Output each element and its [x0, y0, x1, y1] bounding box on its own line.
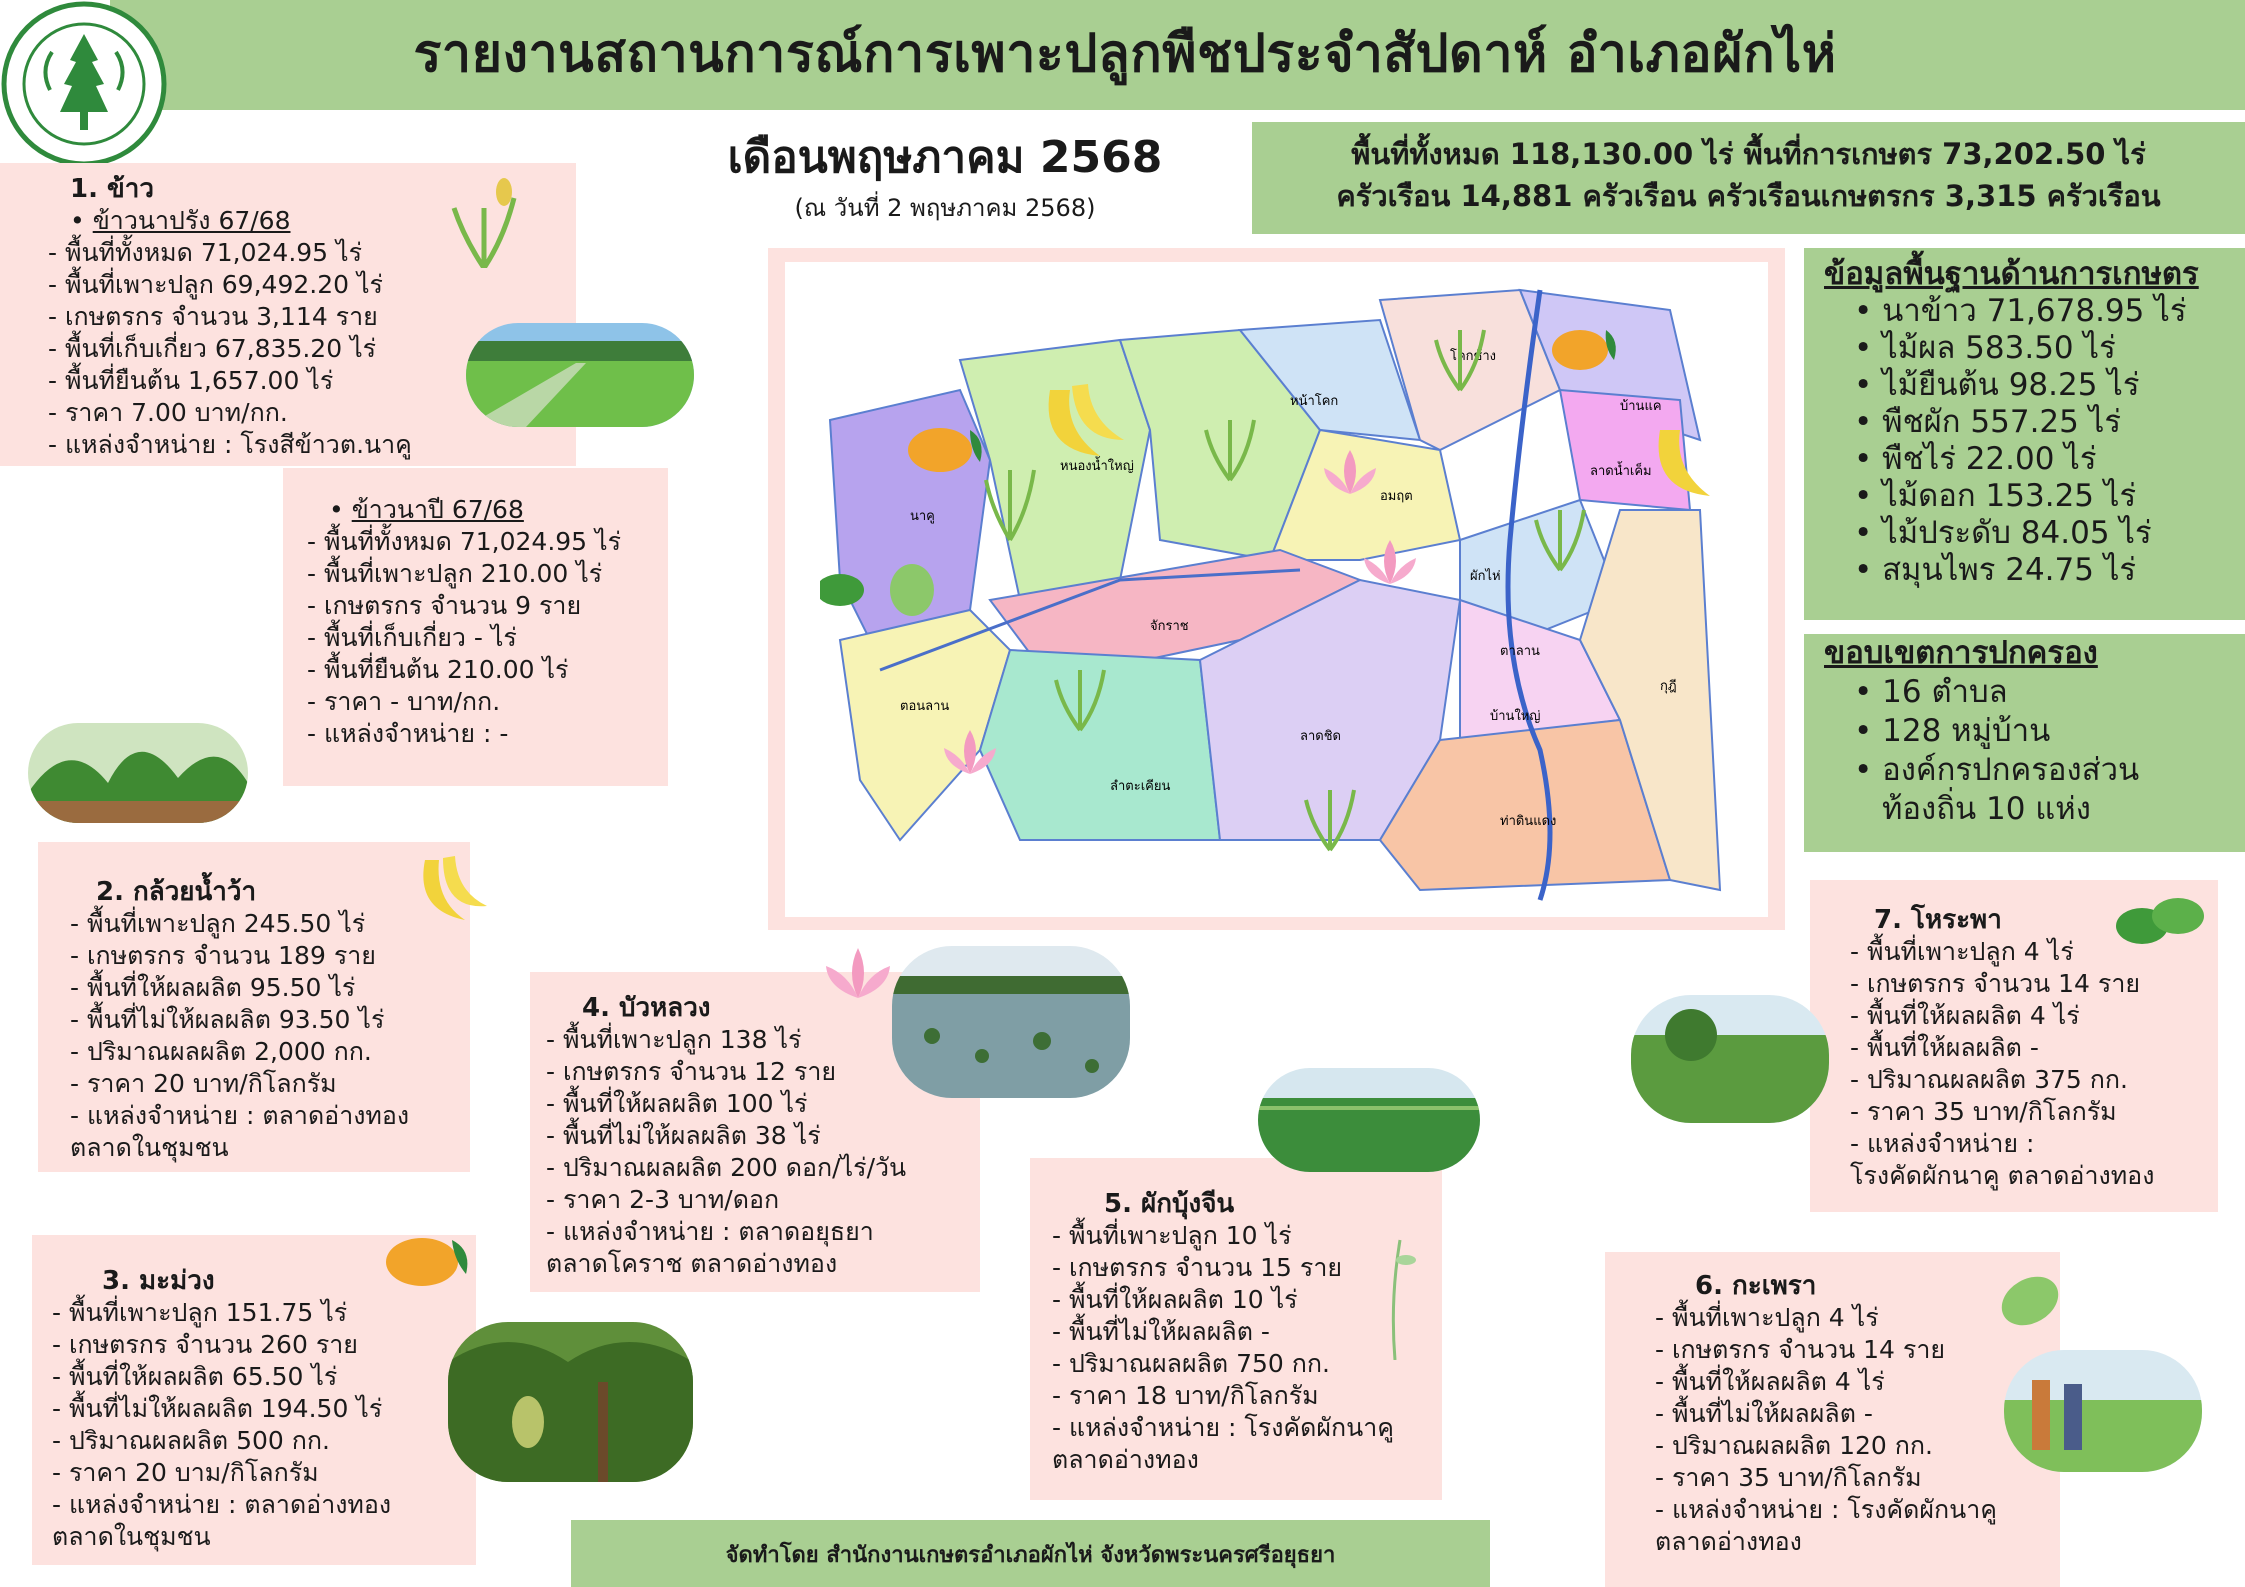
district-label: จักราช — [1150, 619, 1189, 634]
summary-area: พื้นที่ทั้งหมด 118,130.00 ไร่ พื้นที่การเกษตร 73,202.50 ไร่ — [1351, 137, 2146, 171]
district-label: หน้าโคก — [1290, 394, 1339, 409]
district-label: ลาดชิด — [1300, 729, 1341, 744]
rice-offseason-panel: 1. ข้าว • ข้าวนาปรัง 67/68 - พื้นที่ทั้งหมด 71,024.95 ไร่ - พื้นที่เพาะปลูก 69,492.20 ไร่ - เกษตรกร จำนวน 3,114 ราย - พื้นที่เก็บเกี่ยว 67,835.20 ไร่ - พื้นที่ยืนต้น 1,657.00 ไร่ - ราคา 7.00 บาท/กก. - แหล่งจำหน่าย : โรงสีข้าวต.นาคู — [0, 163, 576, 466]
sweet-basil-item: - แหล่งจำหน่าย : — [1850, 1129, 2035, 1158]
rice-mainseason-item: - พื้นที่เพาะปลูก 210.00 ไร่ — [307, 559, 603, 588]
admin-panel: ขอบเขตการปกครอง • 16 ตำบล • 128 หมู่บ้าน • องค์กรปกครองส่วน ท้องถิ่น 10 แห่ง — [1804, 634, 2245, 852]
agri-base-panel: ข้อมูลพื้นฐานด้านการเกษตร • นาข้าว 71,678.95 ไร่ • ไม้ผล 583.50 ไร่ • ไม้ยืนต้น 98.25 ไร่ • พืชผัก 557.25 ไร่ • พืชไร่ 22.00 ไร่ • ไม้ดอก 153.25 ไร่ • ไม้ประดับ 84.05 ไร่ • สมุนไพร 24.75 ไร่ — [1804, 248, 2245, 620]
lotus-item: ตลาดโคราช ตลาดอ่างทอง — [546, 1249, 838, 1278]
admin-item: 16 ตำบล — [1882, 674, 2008, 710]
rice-offseason-item: - ราคา 7.00 บาท/กก. — [48, 398, 288, 427]
morning-glory-item: - ราคา 18 บาท/กิโลกรัม — [1052, 1381, 1319, 1410]
mango-item: - ปริมาณผลผลิต 500 กก. — [52, 1426, 330, 1455]
rice-mainseason-item: - พื้นที่เก็บเกี่ยว - ไร่ — [307, 623, 517, 652]
banana-plantation-photo — [28, 723, 248, 823]
banana-item: - พื้นที่เพาะปลูก 245.50 ไร่ — [70, 909, 366, 938]
sweet-basil-item: - เกษตรกร จำนวน 14 ราย — [1850, 969, 2141, 998]
rice-plant-icon — [444, 178, 524, 268]
lotus-pond-photo — [892, 946, 1130, 1098]
summary-households: ครัวเรือน 14,881 ครัวเรือน ครัวเรือนเกษตรกร 3,315 ครัวเรือน — [1336, 179, 2161, 213]
lotus-icon — [818, 938, 898, 1018]
admin-title: ขอบเขตการปกครอง — [1824, 635, 2098, 671]
holy-basil-item: - พื้นที่ให้ผลผลิต 4 ไร่ — [1655, 1367, 1885, 1396]
banana-icon — [405, 840, 495, 930]
mango-item: - แหล่งจำหน่าย : ตลาดอ่างทอง — [52, 1490, 392, 1519]
rice-offseason-item: - พื้นที่ทั้งหมด 71,024.95 ไร่ — [48, 238, 363, 267]
mango-item: - พื้นที่ให้ผลผลิต 65.50 ไร่ — [52, 1362, 338, 1391]
mango-title: 3. มะม่วง — [102, 1266, 215, 1296]
rice-mainseason-panel: • ข้าวนาปี 67/68 - พื้นที่ทั้งหมด 71,024.95 ไร่ - พื้นที่เพาะปลูก 210.00 ไร่ - เกษตรกร จำนวน 9 ราย - พื้นที่เก็บเกี่ยว - ไร่ - พื้นที่ยืนต้น 210.00 ไร่ - ราคา - บาท/กก. - แหล่งจำหน่าย : - — [283, 468, 668, 786]
sweet-basil-item: - พื้นที่ให้ผลผลิต 4 ไร่ — [1850, 1001, 2080, 1030]
rice-offseason-label: ข้าวนาปรัง 67/68 — [92, 206, 291, 235]
rice-mainseason-item: - เกษตรกร จำนวน 9 ราย — [307, 591, 582, 620]
rice-mainseason-item: - พื้นที่ทั้งหมด 71,024.95 ไร่ — [307, 527, 622, 556]
admin-item: ท้องถิ่น 10 แห่ง — [1882, 791, 2091, 827]
holy-basil-leaf-icon — [1995, 1266, 2065, 1336]
mango-item: - พื้นที่ไม่ให้ผลผลิต 194.50 ไร่ — [52, 1394, 383, 1423]
rice-field-photo — [466, 323, 694, 427]
rice-title: 1. ข้าว — [70, 174, 154, 204]
rice-offseason-item: - เกษตรกร จำนวน 3,114 ราย — [48, 302, 378, 331]
rice-mainseason-item: - แหล่งจำหน่าย : - — [307, 719, 509, 748]
map-region — [980, 650, 1220, 840]
basil-leaves-icon — [2112, 886, 2208, 956]
mango-item: - ราคา 20 บาม/กิโลกรัม — [52, 1458, 319, 1487]
district-label: ตอนลาน — [900, 699, 950, 714]
mango-item: - เกษตรกร จำนวน 260 ราย — [52, 1330, 358, 1359]
banana-item: - ปริมาณผลผลิต 2,000 กก. — [70, 1037, 372, 1066]
banana-title: 2. กล้วยน้ำว้า — [96, 877, 257, 907]
agri-base-title: ข้อมูลพื้นฐานด้านการเกษตร — [1824, 256, 2199, 292]
holy-basil-item: - พื้นที่เพาะปลูก 4 ไร่ — [1655, 1303, 1879, 1332]
holy-basil-farmers-photo — [2004, 1350, 2202, 1472]
lotus-item: - พื้นที่ไม่ให้ผลผลิต 38 ไร่ — [546, 1121, 821, 1150]
morning-glory-item: - แหล่งจำหน่าย : โรงคัดผักนาคู — [1052, 1413, 1395, 1442]
as-of-date: (ณ วันที่ 2 พฤษภาคม 2568) — [794, 194, 1096, 222]
district-label: กุฎี — [1660, 679, 1677, 694]
lotus-item: - เกษตรกร จำนวน 12 ราย — [546, 1057, 837, 1086]
district-label: หนองน้ำใหญ่ — [1060, 459, 1134, 474]
morning-glory-item: - พื้นที่เพาะปลูก 10 ไร่ — [1052, 1221, 1292, 1250]
banana-item: - ราคา 20 บาท/กิโลกรัม — [70, 1069, 337, 1098]
agri-base-item: ไม้ดอก 153.25 ไร่ — [1882, 478, 2137, 514]
banana-item: - พื้นที่ให้ผลผลิต 95.50 ไร่ — [70, 973, 356, 1002]
rice-offseason-item: - พื้นที่ยืนต้น 1,657.00 ไร่ — [48, 366, 334, 395]
district-label: ผักไห่ — [1470, 569, 1501, 584]
mango-item: ตลาดในชุมชน — [52, 1522, 211, 1551]
morning-glory-item: - พื้นที่ไม่ให้ผลผลิต - — [1052, 1317, 1270, 1346]
holy-basil-item: - แหล่งจำหน่าย : โรงคัดผักนาคู — [1655, 1495, 1998, 1524]
district-label: บ้านแค — [1620, 399, 1662, 414]
district-label: อมฤต — [1380, 489, 1413, 504]
district-label: ลำตะเคียน — [1110, 779, 1171, 794]
admin-item: องค์กรปกครองส่วน — [1882, 752, 2140, 788]
district-label: บ้านใหญ่ — [1490, 709, 1541, 724]
rice-offseason-item: - แหล่งจำหน่าย : โรงสีข้าวต.นาคู — [48, 430, 412, 459]
sweet-basil-field-photo — [1631, 995, 1829, 1123]
summary-box — [1252, 122, 2245, 234]
banana-item: - เกษตรกร จำนวน 189 ราย — [70, 941, 376, 970]
page-title: รายงานสถานการณ์การเพาะปลูกพืชประจำสัปดาห์ อำเภอผักไห่ — [413, 24, 1837, 84]
morning-glory-item: - ปริมาณผลผลิต 750 กก. — [1052, 1349, 1330, 1378]
mango-tree-photo — [448, 1322, 693, 1482]
department-logo — [0, 0, 168, 168]
lotus-item: - พื้นที่เพาะปลูก 138 ไร่ — [546, 1025, 802, 1054]
lotus-title: 4. บัวหลวง — [582, 993, 711, 1023]
holy-basil-item: ตลาดอ่างทอง — [1655, 1527, 1802, 1556]
agri-base-item: สมุนไพร 24.75 ไร่ — [1882, 552, 2137, 588]
admin-item: 128 หมู่บ้าน — [1882, 713, 2051, 749]
banana-item: - พื้นที่ไม่ให้ผลผลิต 93.50 ไร่ — [70, 1005, 385, 1034]
district-label: ตาลาน — [1500, 644, 1540, 659]
lotus-item: - ราคา 2-3 บาท/ดอก — [546, 1185, 780, 1214]
lotus-item: - ปริมาณผลผลิต 200 ดอก/ไร่/วัน — [546, 1153, 907, 1182]
district-map — [820, 280, 1750, 910]
morning-glory-item: - เกษตรกร จำนวน 15 ราย — [1052, 1253, 1343, 1282]
morning-glory-item: ตลาดอ่างทอง — [1052, 1445, 1199, 1474]
month-title: เดือนพฤษภาคม 2568 — [727, 132, 1163, 183]
sweet-basil-item: - พื้นที่ให้ผลผลิต - — [1850, 1033, 2039, 1062]
sweet-basil-item: - ราคา 35 บาท/กิโลกรัม — [1850, 1097, 2117, 1126]
agri-base-item: นาข้าว 71,678.95 ไร่ — [1882, 293, 2187, 329]
footer-credit: จัดทำโดย สำนักงานเกษตรอำเภอผักไห่ จังหวัดพระนครศรีอยุธยา — [725, 1543, 1336, 1568]
holy-basil-item: - เกษตรกร จำนวน 14 ราย — [1655, 1335, 1946, 1364]
district-label: ท่าดินแดง — [1500, 814, 1557, 829]
holy-basil-panel — [1605, 1252, 2060, 1587]
sweet-basil-item: - พื้นที่เพาะปลูก 4 ไร่ — [1850, 937, 2074, 966]
rice-mainseason-item: - ราคา - บาท/กก. — [307, 687, 501, 716]
rice-mainseason-label: ข้าวนาปี 67/68 — [351, 495, 524, 524]
banana-item: - แหล่งจำหน่าย : ตลาดอ่างทอง — [70, 1101, 410, 1130]
holy-basil-item: - พื้นที่ไม่ให้ผลผลิต - — [1655, 1399, 1873, 1428]
rice-offseason-item: - พื้นที่เก็บเกี่ยว 67,835.20 ไร่ — [48, 334, 377, 363]
mango-item: - พื้นที่เพาะปลูก 151.75 ไร่ — [52, 1298, 348, 1327]
district-label: ลาดน้ำเค็ม — [1590, 464, 1652, 479]
sweet-basil-title: 7. โหระพา — [1874, 905, 2002, 935]
sprout-icon — [1370, 1230, 1420, 1360]
banana-item: ตลาดในชุมชน — [70, 1133, 229, 1162]
district-label: โคกช้าง — [1450, 349, 1497, 364]
mango-icon — [382, 1230, 478, 1290]
rice-offseason-item: - พื้นที่เพาะปลูก 69,492.20 ไร่ — [48, 270, 383, 299]
holy-basil-item: - ปริมาณผลผลิต 120 กก. — [1655, 1431, 1933, 1460]
agri-base-item: ไม้ยืนต้น 98.25 ไร่ — [1882, 367, 2140, 403]
morning-glory-title: 5. ผักบุ้งจีน — [1104, 1189, 1235, 1219]
lotus-item: - พื้นที่ให้ผลผลิต 100 ไร่ — [546, 1089, 808, 1118]
sweet-basil-item: โรงคัดผักนาคู ตลาดอ่างทอง — [1850, 1161, 2155, 1190]
lotus-item: - แหล่งจำหน่าย : ตลาดอยุธยา — [546, 1217, 874, 1246]
district-label: นาคู — [910, 509, 935, 524]
morning-glory-item: - พื้นที่ให้ผลผลิต 10 ไร่ — [1052, 1285, 1298, 1314]
holy-basil-item: - ราคา 35 บาท/กิโลกรัม — [1655, 1463, 1922, 1492]
agri-base-item: ไม้ประดับ 84.05 ไร่ — [1882, 515, 2152, 551]
holy-basil-title: 6. กะเพรา — [1695, 1271, 1817, 1301]
map-region — [840, 610, 1010, 840]
morning-glory-field-photo — [1258, 1068, 1480, 1172]
rice-mainseason-item: - พื้นที่ยืนต้น 210.00 ไร่ — [307, 655, 569, 684]
agri-base-item: พืชผัก 557.25 ไร่ — [1882, 404, 2121, 440]
agri-base-item: พืชไร่ 22.00 ไร่ — [1882, 441, 2097, 477]
sweet-basil-item: - ปริมาณผลผลิต 375 กก. — [1850, 1065, 2128, 1094]
agri-base-item: ไม้ผล 583.50 ไร่ — [1882, 330, 2116, 366]
